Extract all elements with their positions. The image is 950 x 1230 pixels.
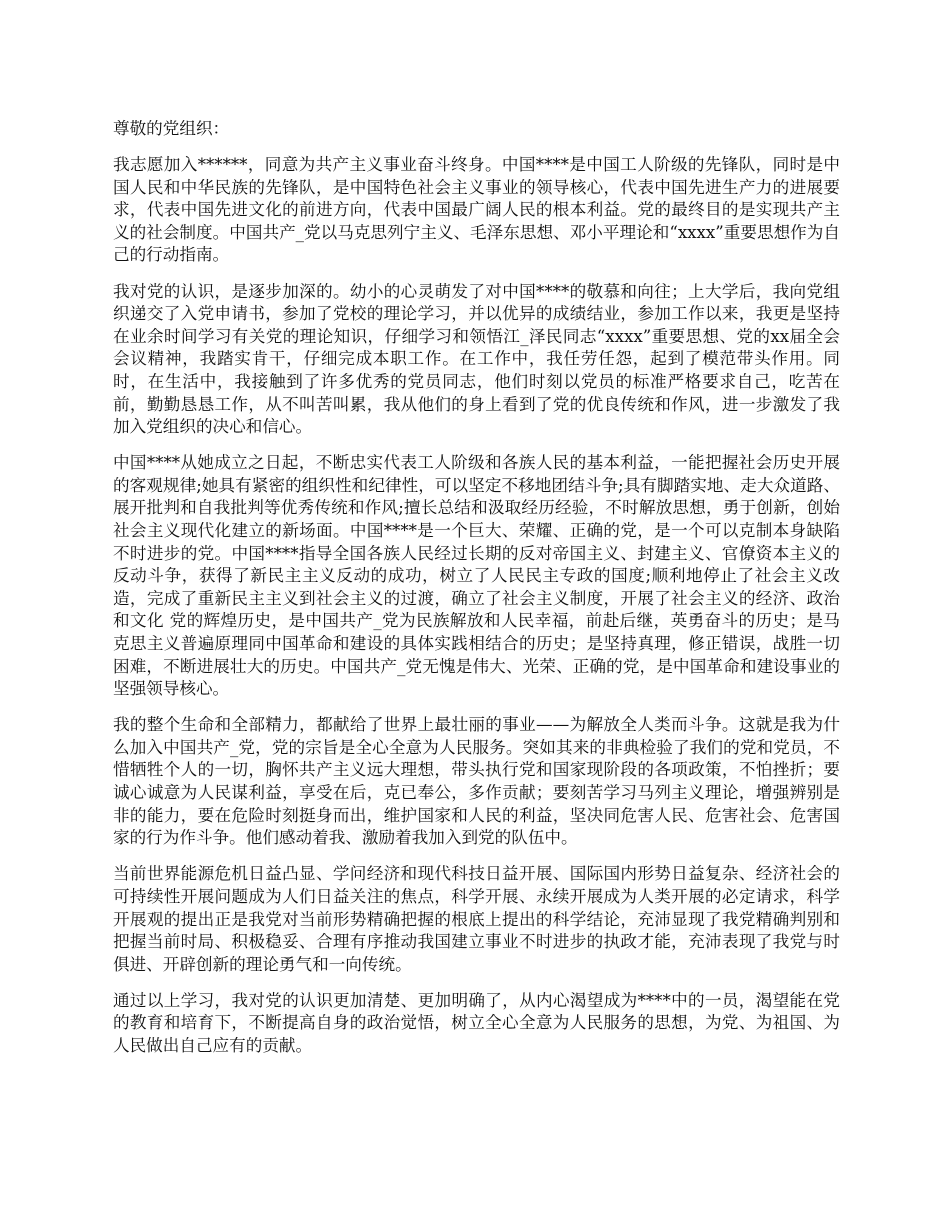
paragraph: 我的整个生命和全部精力，都献给了世界上最壮丽的事业——为解放全人类而斗争。这就是我为什么加入中国共产_党，党的宗旨是全心全意为人民服务。突如其来的非典检验了我们的党和党员，不惜牺牲个人的一切，胸怀共产主义远大理想，带头执行党和国家现阶段的各项政策，不怕挫折；要诚心诚意为人民谋利益，享受在后，克已奉公，多作贡献；要刻苦学习马列主义理论，增强辨别是非的能力，要在危险时刻挺身而出，维护国家和人民的利益，坚决同危害人民、危害社会、危害国家的行为作斗争。他们感动着我、激励着我加入到党的队伍中。 xyxy=(113,715,840,848)
paragraph: 我志愿加入******，同意为共产主义事业奋斗终身。中国****是中国工人阶级的先锋队，同时是中国人民和中华民族的先锋队，是中国特色社会主义事业的领导核心，代表中国先进生产力的进展要求，代表中国先进文化的前进方向，代表中国最广阔人民的根本利益。党的最终目的是实现共产主义的社会制度。中国共产_党以马克思列宁主义、毛泽东思想、邓小平理论和“xxxx”重要思想作为自己的行动指南。 xyxy=(113,155,840,265)
document-page xyxy=(113,118,840,1071)
paragraph: 当前世界能源危机日益凸显、学问经济和现代科技日益开展、国际国内形势日益复杂、经济社会的可持续性开展问题成为人们日益关注的焦点，科学开展、永续开展成为人类开展的必定请求，科学开展观的提出正是我党对当前形势精确把握的根底上提出的科学结论，充沛显现了我党精确判别和把握当前时局、积极稳妥、合理有序推动我国建立事业不时进步的执政才能，充沛表现了我党与时俱进、开辟创新的理论勇气和一向传统。 xyxy=(113,864,840,974)
paragraph: 中国****从她成立之日起，不断忠实代表工人阶级和各族人民的基本利益，一能把握社会历史开展的客观规律;她具有紧密的组织性和纪律性，可以坚定不移地团结斗争;具有脚踏实地、走大众道路、展开批判和自我批判等优秀传统和作风;擅长总结和汲取经历经验，不时解放思想，勇于创新，创始社会主义现代化建立的新场面。中国****是一个巨大、荣耀、正确的党，是一个可以克制本身缺陷不时进步的党。中国****指导全国各族人民经过长期的反对帝国主义、封建主义、官僚资本主义的反动斗争，获得了新民主主义反动的成功，树立了人民民主专政的国度;顺利地停止了社会主义改造，完成了重新民主主义到社会主义的过渡，确立了社会主义制度，开展了社会主义的经济、政治和文化 党的辉煌历史，是中国共产_党为民族解放和人民幸福，前赴后继，英勇奋斗的历史；是马克思主义普遍原理同中国革命和建设的具体实践相结合的历史；是坚持真理，修正错误，战胜一切困难，不断进展壮大的历史。中国共产_党无愧是伟大、光荣、正确的党，是中国革命和建设事业的坚强领导核心。 xyxy=(113,453,840,699)
paragraph: 我对党的认识，是逐步加深的。幼小的心灵萌发了对中国****的敬慕和向往；上大学后，我向党组织递交了入党申请书，参加了党校的理论学习，并以优异的成绩结业，参加工作以来，我更是坚持在业余时间学习有关党的理论知识，仔细学习和领悟江_泽民同志“xxxx”重要思想、党的xx届全会会议精神，我踏实肯干，仔细完成本职工作。在工作中，我任劳任怨，起到了模范带头作用。同时，在生活中，我接触到了许多优秀的党员同志，他们时刻以党员的标准严格要求自己，吃苦在前，勤勤恳恳工作，从不叫苦叫累，我从他们的身上看到了党的优良传统和作风，进一步激发了我加入党组织的决心和信心。 xyxy=(113,281,840,437)
paragraph: 通过以上学习，我对党的认识更加清楚、更加明确了，从内心渴望成为****中的一员，渴望能在党的教育和培育下，不断提高自身的政治觉悟，树立全心全意为人民服务的思想，为党、为祖国、为人民做出自己应有的贡献。 xyxy=(113,990,840,1055)
salutation: 尊敬的党组织： xyxy=(113,119,230,138)
